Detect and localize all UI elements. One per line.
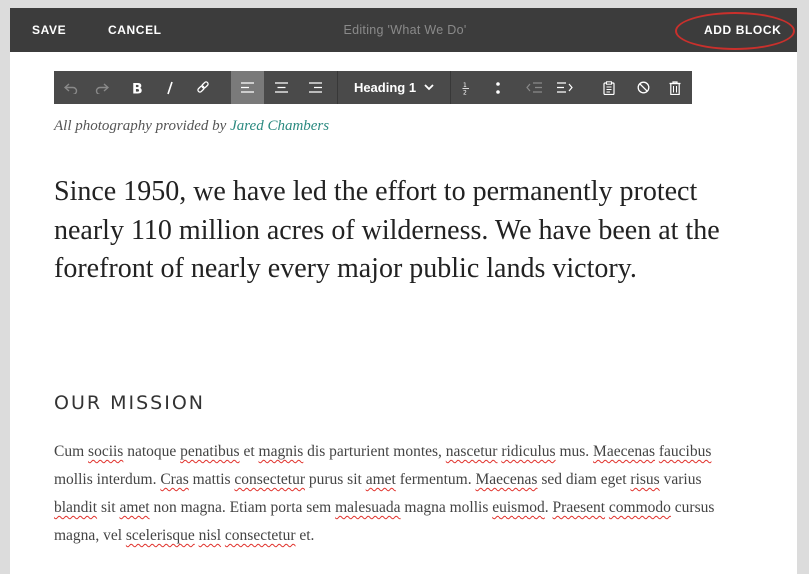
link-icon xyxy=(196,81,210,95)
spellcheck-flagged-word: Cras xyxy=(160,471,189,488)
toolbar-divider xyxy=(337,71,338,104)
ordered-list-icon xyxy=(462,81,470,95)
svg-text:2: 2 xyxy=(463,89,467,95)
redo-icon xyxy=(95,82,109,94)
paragraph-text: . xyxy=(544,499,553,516)
paragraph-text: varius xyxy=(659,471,702,488)
paste-button[interactable] xyxy=(594,71,624,104)
paragraph-text: Cum xyxy=(54,443,89,460)
italic-button[interactable] xyxy=(155,71,185,104)
paragraph-text: magna mollis xyxy=(400,499,493,516)
delete-icon xyxy=(669,81,681,95)
chevron-down-icon xyxy=(424,84,434,91)
spellcheck-flagged-word: blandit xyxy=(54,499,98,516)
align-left-icon xyxy=(241,82,254,93)
clear-format-button[interactable] xyxy=(628,71,658,104)
paragraph-text: mus. xyxy=(555,443,594,460)
spellcheck-flagged-word: consectetur xyxy=(234,471,305,488)
spellcheck-flagged-word: penatibus xyxy=(180,443,240,460)
clear-format-icon xyxy=(637,81,650,94)
spellcheck-flagged-word: ridiculus xyxy=(501,443,556,460)
photo-credit xyxy=(54,118,329,135)
heading-style-value: Heading 1 xyxy=(353,80,417,95)
paragraph-text: cursus magna, vel xyxy=(54,499,715,544)
outdent-icon xyxy=(526,82,542,93)
bulleted-list-button[interactable] xyxy=(486,71,510,104)
undo-button[interactable] xyxy=(56,71,86,104)
bold-button[interactable] xyxy=(122,71,152,104)
undo-icon xyxy=(64,82,78,94)
svg-text:B: B xyxy=(132,81,143,95)
spellcheck-flagged-word: faucibus xyxy=(658,443,712,460)
paragraph-text: fermentum. xyxy=(395,471,476,488)
editor-frame xyxy=(10,8,797,574)
spellcheck-flagged-word: risus xyxy=(630,471,660,488)
paragraph-text: et. xyxy=(295,527,315,544)
spellcheck-flagged-word: magnis xyxy=(258,443,304,460)
spellcheck-flagged-word: euismod xyxy=(492,499,545,516)
spellcheck-flagged-word: Maecenas xyxy=(593,443,655,460)
paragraph-text: purus sit xyxy=(304,471,366,488)
svg-text:1: 1 xyxy=(463,81,467,89)
editor-topbar xyxy=(10,8,797,52)
spellcheck-flagged-word: commodo xyxy=(608,499,671,516)
link-button[interactable] xyxy=(188,71,218,104)
paste-icon xyxy=(603,81,615,95)
paragraph-text: natoque xyxy=(123,443,181,460)
spellcheck-flagged-word: scelerisque xyxy=(125,527,195,544)
lead-heading[interactable]: Since 1950, we have led the effort to permanently protect nearly 110 million acres of wilderness. We have been at the forefront of nearly every major public lands victory. xyxy=(54,176,720,284)
cancel-button[interactable]: CANCEL xyxy=(108,23,162,37)
save-button[interactable]: SAVE xyxy=(32,23,67,37)
text-format-toolbar xyxy=(54,71,692,104)
paragraph-text: et xyxy=(239,443,259,460)
photographer-link[interactable]: Jared Chambers xyxy=(230,118,330,134)
spellcheck-flagged-word: amet xyxy=(119,499,150,516)
redo-button[interactable] xyxy=(87,71,117,104)
align-right-icon xyxy=(309,82,322,93)
photo-credit-text: All photography provided by xyxy=(54,118,227,134)
editing-title: Editing 'What We Do' xyxy=(343,23,467,37)
outdent-button[interactable] xyxy=(519,71,549,104)
align-center-button[interactable] xyxy=(265,71,298,104)
align-right-button[interactable] xyxy=(299,71,332,104)
bold-icon xyxy=(131,81,143,95)
paragraph-text: sit xyxy=(97,499,120,516)
paragraph-text: mattis xyxy=(188,471,235,488)
add-block-button[interactable]: ADD BLOCK xyxy=(704,23,782,37)
indent-button[interactable] xyxy=(550,71,580,104)
paragraph-text: sed diam eget xyxy=(537,471,631,488)
bulleted-list-icon xyxy=(495,81,501,95)
align-left-button[interactable] xyxy=(231,71,264,104)
heading-style-select[interactable] xyxy=(340,71,448,104)
spellcheck-flagged-word: consectetur xyxy=(224,527,296,544)
delete-button[interactable] xyxy=(660,71,690,104)
spellcheck-flagged-word: Praesent xyxy=(552,499,606,516)
spellcheck-flagged-word: amet xyxy=(365,471,396,488)
spellcheck-flagged-word: nisl xyxy=(198,527,222,544)
section-heading-our-mission[interactable]: OUR MISSION xyxy=(54,392,205,414)
italic-icon xyxy=(165,81,175,95)
paragraph-text: non magna. Etiam porta sem xyxy=(149,499,336,516)
mission-paragraph[interactable] xyxy=(54,438,744,550)
toolbar-divider xyxy=(450,71,451,104)
indent-icon xyxy=(557,82,573,93)
ordered-list-button[interactable] xyxy=(454,71,478,104)
spellcheck-flagged-word: nascetur xyxy=(445,443,498,460)
spellcheck-flagged-word: sociis xyxy=(88,443,124,460)
spellcheck-flagged-word: Maecenas xyxy=(475,471,538,488)
paragraph-text: mollis interdum. xyxy=(54,471,161,488)
spellcheck-flagged-word: malesuada xyxy=(335,499,401,516)
align-center-icon xyxy=(275,82,288,93)
paragraph-text: dis parturient montes, xyxy=(303,443,446,460)
